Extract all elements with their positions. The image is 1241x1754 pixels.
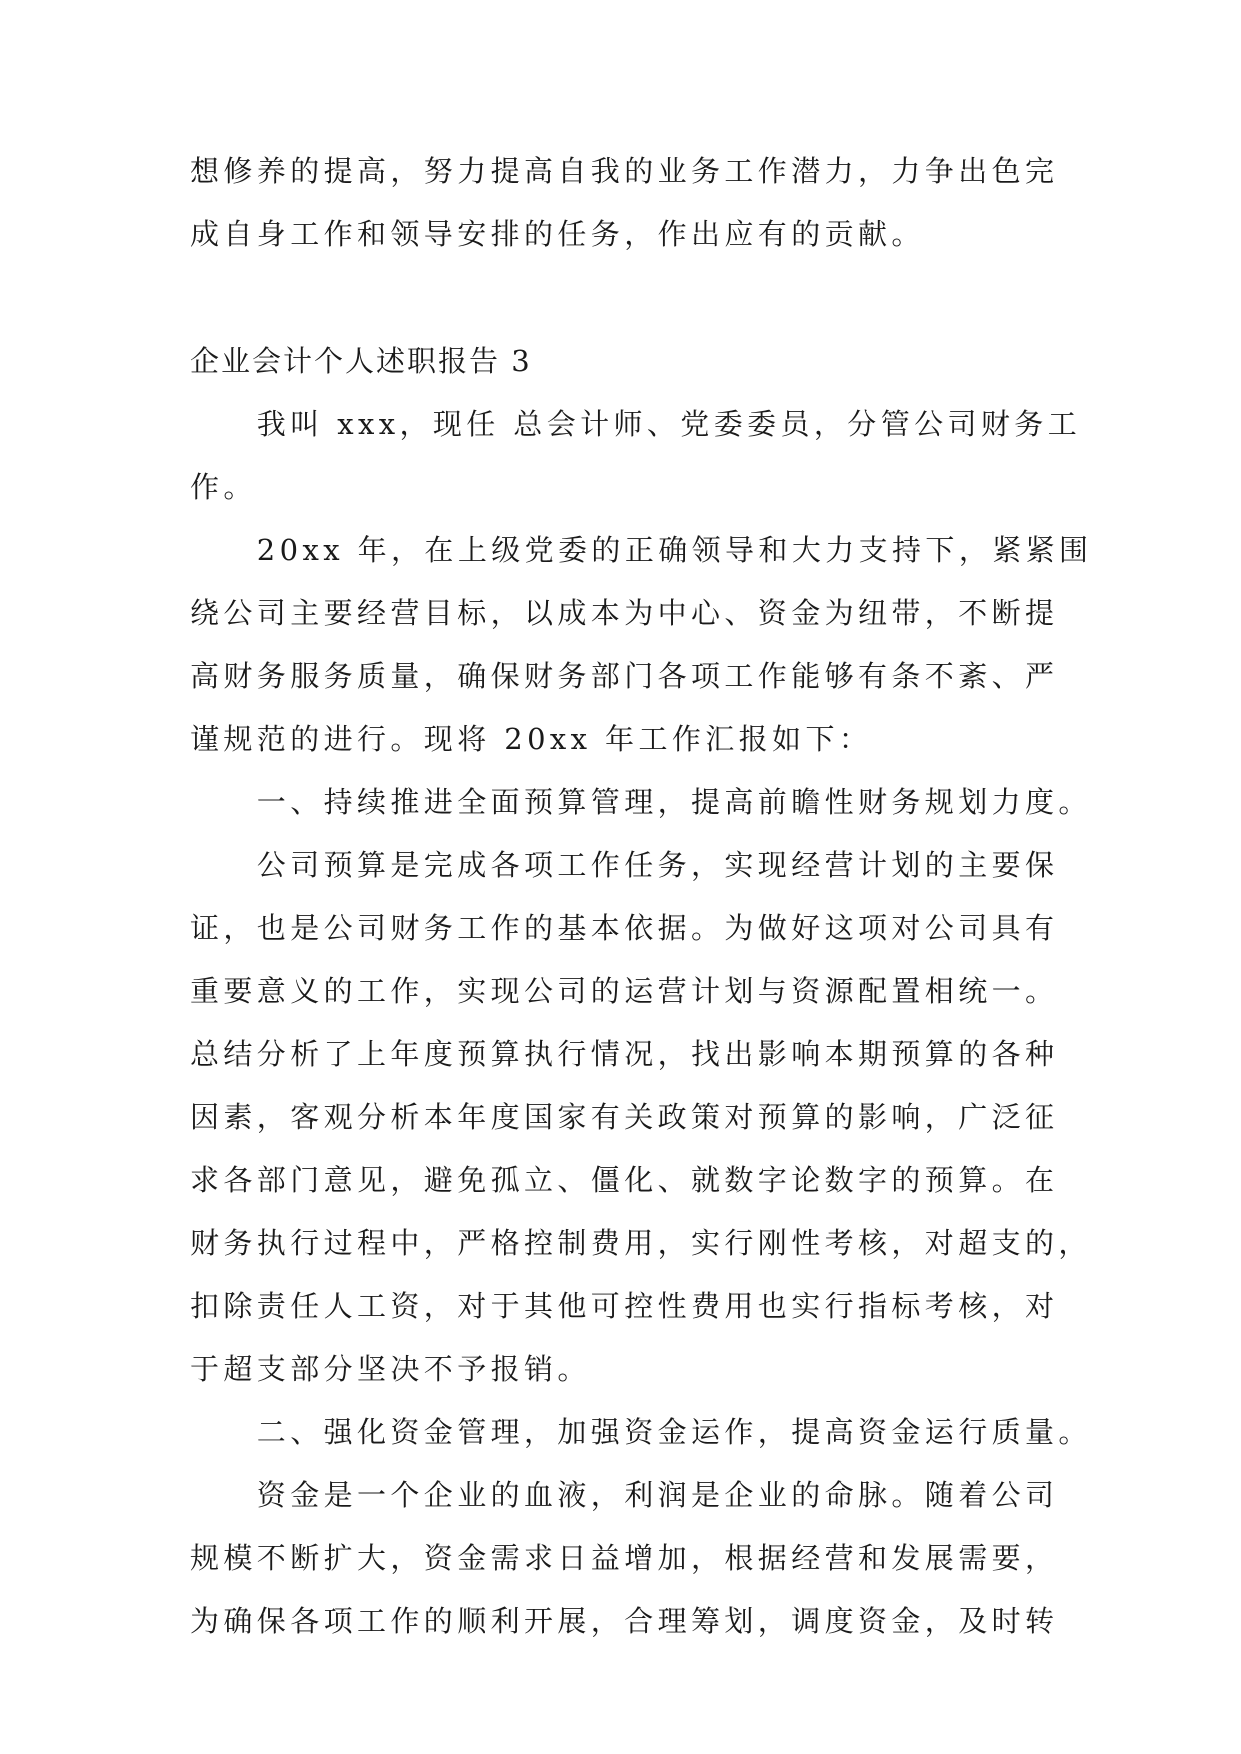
text-line: 财务执行过程中，严格控制费用，实行刚性考核，对超支的，: [190, 1226, 1092, 1260]
text-line: 因素，客观分析本年度国家有关政策对预算的影响，广泛征: [190, 1100, 1059, 1134]
text-line: 绕公司主要经营目标，以成本为中心、资金为纽带，不断提: [190, 596, 1059, 630]
report-section: [190, 330, 1093, 1653]
text-line: 成自身工作和领导安排的任务，作出应有的贡献。: [190, 217, 925, 251]
text-line: 于超支部分坚决不予报销。: [190, 1352, 591, 1386]
section-title: 企业会计个人述职报告 3: [190, 344, 532, 378]
text-line: 求各部门意见，避免孤立、僵化、就数字论数字的预算。在: [190, 1163, 1059, 1197]
subheading-line: 一、持续推进全面预算管理，提高前瞻性财务规划力度。: [190, 785, 1092, 819]
text-line: 证，也是公司财务工作的基本依据。为做好这项对公司具有: [190, 911, 1059, 945]
text-line: 高财务服务质量，确保财务部门各项工作能够有条不紊、严: [190, 659, 1059, 693]
text-line: 谨规范的进行。现将 20xx 年工作汇报如下：: [190, 722, 873, 756]
text-line: 作。: [190, 470, 257, 504]
text-line: 资金是一个企业的血液，利润是企业的命脉。随着公司: [190, 1478, 1059, 1512]
text-line: 重要意义的工作，实现公司的运营计划与资源配置相统一。: [190, 974, 1059, 1008]
text-line: 规模不断扩大，资金需求日益增加，根据经营和发展需要，: [190, 1541, 1059, 1575]
text-line: 扣除责任人工资，对于其他可控性费用也实行指标考核，对: [190, 1289, 1059, 1323]
text-line: 我叫 xxx，现任 总会计师、党委委员，分管公司财务工: [190, 407, 1082, 441]
subheading-line: 二、强化资金管理，加强资金运作，提高资金运行质量。: [190, 1415, 1092, 1449]
top-paragraph: [190, 140, 1059, 266]
text-line: 20xx 年，在上级党委的正确领导和大力支持下，紧紧围: [190, 533, 1093, 567]
text-line: 想修养的提高，努力提高自我的业务工作潜力，力争出色完: [190, 154, 1059, 188]
text-line: 为确保各项工作的顺利开展，合理筹划，调度资金，及时转: [190, 1604, 1059, 1638]
text-line: 公司预算是完成各项工作任务，实现经营计划的主要保: [190, 848, 1059, 882]
text-line: 总结分析了上年度预算执行情况，找出影响本期预算的各种: [190, 1037, 1059, 1071]
